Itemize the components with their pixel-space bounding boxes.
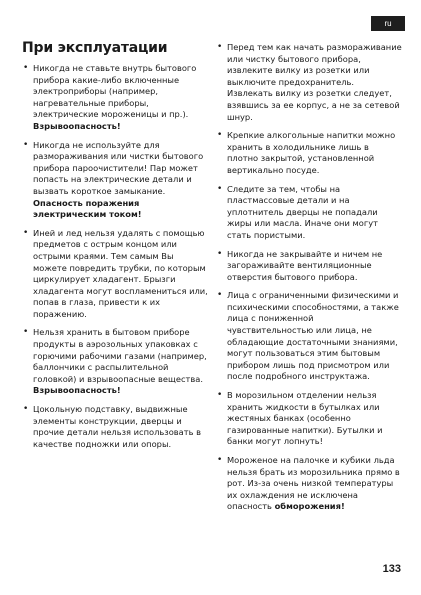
left-column [22,40,208,457]
list-item [216,290,402,383]
section-title: При эксплуатации [22,40,168,56]
item-text: Никогда не ставьте внутрь бытового прибора какие-либо включенные электроприборы (например, нагревательные приборы, электрические мороженицы и пр.). [33,63,197,120]
list-item [216,249,402,284]
item-text: Следите за тем, чтобы на пластмассовые детали и на уплотнитель дверцы не попадали жиры или масла. Иначе они могут стать пористыми. [227,183,378,240]
item-text: Иней и лед нельзя удалять с помощью предметов с острым концом или острыми краями. Тем самым Вы можете повредить трубки, по которым циркулирует хладагент. Брызги хладагента могут воспламениться или, попав в глаза, привести к их поражению. [33,227,208,319]
list-item [216,184,402,242]
list-item [22,140,208,221]
item-text: Крепкие алкогольные напитки можно хранить в холодильнике лишь в плотно закрытой, установленной вертикально посуде. [227,130,396,175]
list-item [22,63,208,133]
list-item [22,228,208,321]
list-item [216,390,402,448]
list-item [216,130,402,176]
item-text: Нельзя хранить в бытовом приборе продукты в аэрозольных упаковках с горючими рабочими газами (например, баллончики с распылительной головкой) и взрывоопасные вещества. [33,327,207,384]
list-item [216,455,402,513]
warning-text: Опасность поражения электрическим током! [33,197,142,220]
list-item [22,404,208,450]
warning-text: Взрывоопасность! [33,120,121,131]
right-column [216,42,402,520]
right-list [216,42,402,513]
item-text: В морозильном отделении нельзя хранить жидкости в бутылках или жестяных банках (особенно газированные напитки). Бутылки и банки могут лопнуть! [227,390,383,447]
item-text: Цокольную подставку, выдвижные элементы конструкции, дверцы и прочие детали нельзя использовать в качестве подножки или опоры. [33,404,202,449]
item-text: Лица с ограниченными физическими и психическими способностями, а также лица с пониженной чувствительностью или лица, не обладающие достаточными знаниями, могут пользоваться этим бытовым прибором лишь под присмотром или после подробного инструктажа. [227,290,399,382]
item-text: Мороженое на палочке и кубики льда нельзя брать из морозильника прямо в рот. Из-за очень низкой температуры их охлаждения не исключена опасность [227,455,400,512]
left-list [22,63,208,450]
item-text: Перед тем как начать размораживание или чистку бытового прибора, извлеките вилку из розетки или выключите предохранитель. Извлекать вилку из розетки следует, взявшись за ее корпус, а не за сетевой шнур. [227,42,402,122]
list-item [22,327,208,397]
list-item [216,42,402,123]
page-number: 133 [382,563,401,575]
warning-text: обморожения! [274,501,345,512]
item-text: Никогда не закрывайте и ничем не загораживайте вентиляционные отверстия бытового прибора. [227,248,383,282]
warning-text: Взрывоопасность! [33,385,121,396]
language-tab: ru [371,16,405,31]
item-text: Никогда не используйте для размораживания или чистки бытового прибора пароочистители! Пар может попасть на электрические детали и вызвать короткое замыкание. [33,139,204,196]
